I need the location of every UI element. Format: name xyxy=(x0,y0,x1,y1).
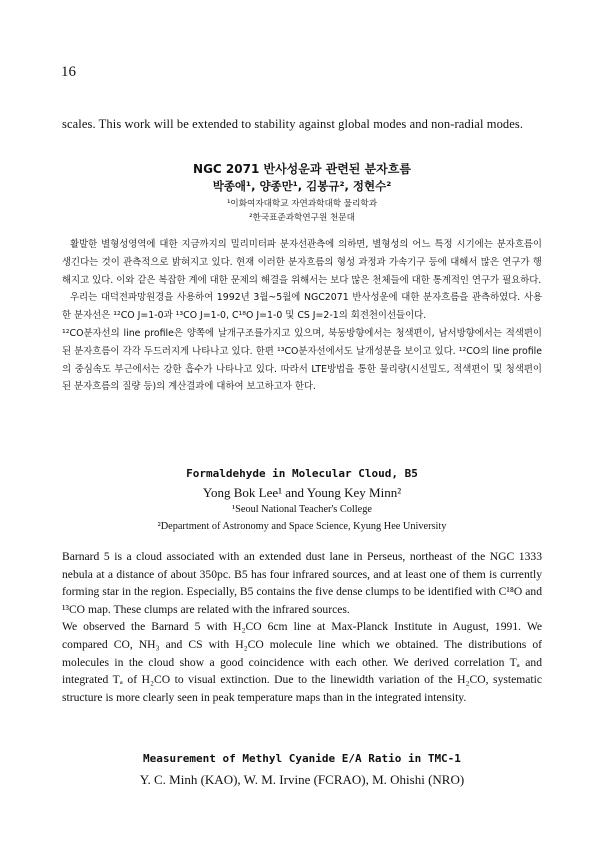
korean-paragraph-2: 우리는 대덕전파망원경을 사용하여 1992년 3월~5월에 NGC2071 반사성운에 대한 분자흐름을 관측하였다. 사용한 분자선은 ¹²CO J=1-0과 ¹³CO J=1-0, C¹⁸O J=1-0 및 CS J=2-1의 회전천이선들이다. xyxy=(62,292,542,322)
b5-abstract-title: Formaldehyde in Molecular Cloud, B5 xyxy=(186,467,418,480)
b5-abstract-body xyxy=(62,548,542,706)
korean-affiliation-2: ²한국표준과학연구원 천문대 xyxy=(249,213,355,223)
tmc1-abstract-authors: Y. C. Minh (KAO), W. M. Irvine (FCRAO), M. Ohishi (NRO) xyxy=(139,772,465,787)
korean-abstract-title: NGC 2071 반사성운과 관련된 분자흐름 xyxy=(193,162,411,176)
korean-abstract-body xyxy=(62,236,542,396)
korean-paragraph-1: 활발한 별형성영역에 대한 지금까지의 밀리미터파 분자선관측에 의하면, 별형성의 어느 특정 시기에는 분자흐름이 생긴다는 것이 관측적으로 밝혀지고 있다. 현재 이러한 분자흐름의 형성 과정과 가속기구 등에 대해서 많은 연구가 행해지고 있다. 이와 같은 복잡한 계에 대한 문제의 해결을 위해서는 보다 많은 천체들에 대한 통계적인 연구가 필요하다. xyxy=(62,239,542,286)
korean-affiliation-1: ¹이화여자대학교 자연과학대학 물리학과 xyxy=(226,199,378,209)
b5-abstract-authors: Yong Bok Lee¹ and Young Key Minn² xyxy=(202,485,402,500)
korean-paragraph-3: ¹²CO분자선의 line profile은 양쪽에 날개구조를가지고 있으며, 북동방향에서는 청색편이, 남서방향에서는 적색편이된 분자흐름이 각각 두드러지게 나타나고 있다. 한편 ¹³CO분자선에서도 날개성분을 보이고 있다. ¹²CO의 line profile의 중심속도 부근에서는 강한 흡수가 나타나고 있다. 따라서 LTE방법을 통한 물리량(시선밀도, 적색편이 및 청색편이된 분자흐름의 질량 등)의 계산결과에 대하여 보고하고자 한다. xyxy=(62,327,542,393)
b5-paragraph-2: We observed the Barnard 5 with H₂CO 6cm line at Max-Planck Institute in August, 1991. We compared CO, NH₃ and CS with H₂CO molecule line which we obtained. The distributions of molecules in the cloud show a good coincidence with each other. We derived correlation Tₐ and integrated Tₐ of H₂CO to visual extinction. Due to the linewidth variation of the H₂CO, systematic structure is more clearly seen in peak temperature maps than in the integrated intensity. xyxy=(62,620,542,704)
carryover-text: scales. This work will be extended to stability against global modes and non-radial modes. xyxy=(62,117,524,131)
page-number: 16 xyxy=(61,64,76,80)
b5-affiliation-1: ¹Seoul National Teacher's College xyxy=(232,504,372,515)
b5-paragraph-1: Barnard 5 is a cloud associated with an extended dust lane in Perseus, northeast of the NGC 1333 nebula at a distance of about 350pc. B5 has four infrared sources, and at least one of them is currently forming star in the region. Especially, B5 contains the five dense clumps to be identified with C¹⁸O and ¹³CO map. These clumps are related with the infrared sources. xyxy=(62,550,542,616)
korean-abstract-authors: 박종애¹, 양종만¹, 김봉규², 정현수² xyxy=(212,179,392,193)
tmc1-abstract-title: Measurement of Methyl Cyanide E/A Ratio in TMC-1 xyxy=(143,752,461,765)
b5-affiliation-2: ²Department of Astronomy and Space Science, Kyung Hee University xyxy=(157,521,447,532)
